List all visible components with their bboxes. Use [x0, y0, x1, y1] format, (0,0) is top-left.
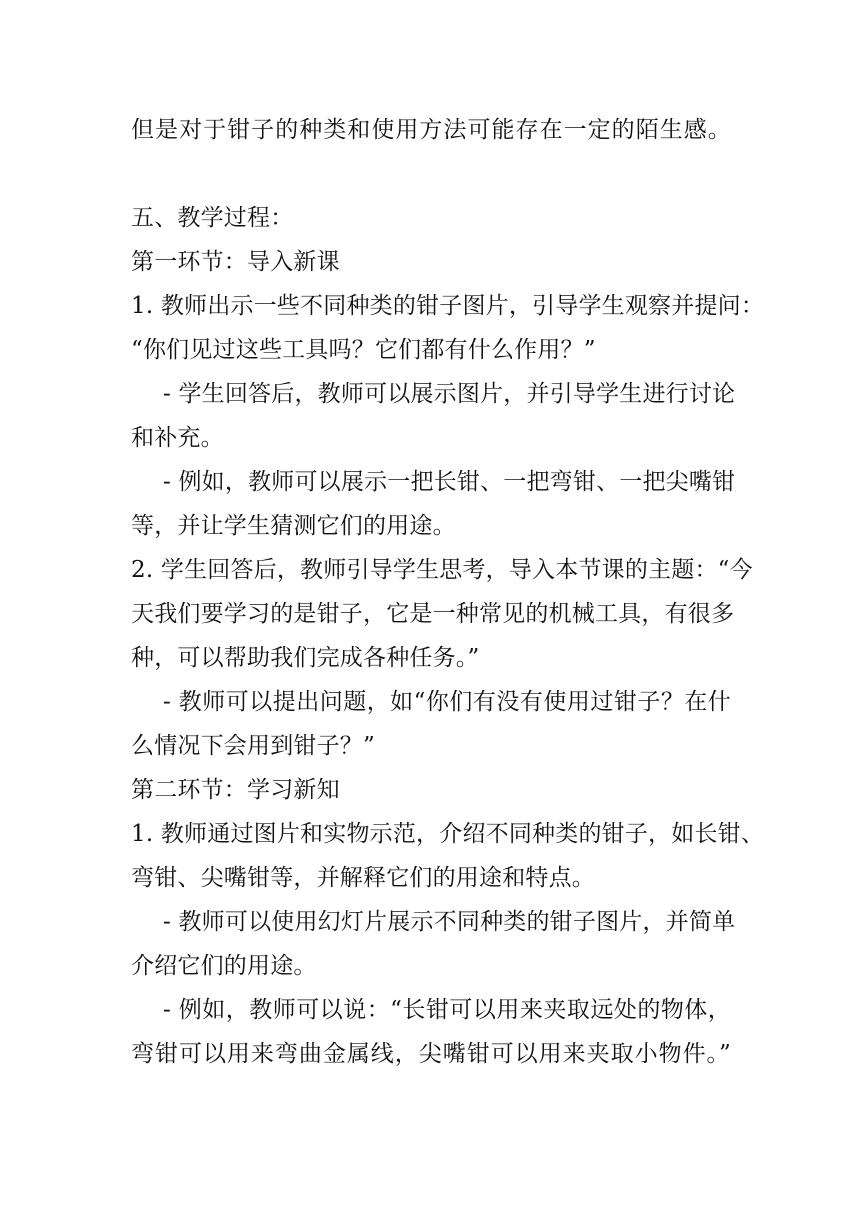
text-line: 1. 教师出示一些不同种类的钳子图片，引导学生观察并提问：: [131, 293, 765, 319]
text-line: 但是对于钳子的种类和使用方法可能存在一定的陌生感。: [131, 117, 731, 143]
text-line: - 例如，教师可以说：“长钳可以用来夹取远处的物体，: [163, 997, 731, 1023]
text-line: 介绍它们的用途。: [131, 953, 317, 979]
text-line: - 教师可以提出问题，如“你们有没有使用过钳子？在什: [163, 689, 731, 715]
text-line: - 学生回答后，教师可以展示图片，并引导学生进行讨论: [163, 381, 736, 407]
text-line: 天我们要学习的是钳子，它是一种常见的机械工具，有很多: [131, 601, 735, 627]
text-line: - 教师可以使用幻灯片展示不同种类的钳子图片，并简单: [163, 909, 736, 935]
document-body: [131, 108, 765, 1076]
text-line: 2. 学生回答后，教师引导学生思考，导入本节课的主题：“今: [131, 557, 753, 583]
subsection-heading: 第一环节：导入新课: [131, 249, 340, 275]
text-line: “你们见过这些工具吗？它们都有什么作用？”: [131, 337, 596, 363]
text-line: 和补充。: [131, 425, 224, 451]
text-line: 么情况下会用到钳子？”: [131, 733, 375, 759]
text-line: 弯钳可以用来弯曲金属线，尖嘴钳可以用来夹取小物件。”: [131, 1041, 731, 1067]
blank-line: [131, 152, 731, 196]
subsection-heading: 第二环节：学习新知: [131, 777, 340, 803]
text-line: - 例如，教师可以展示一把长钳、一把弯钳、一把尖嘴钳: [163, 469, 736, 495]
text-line: 种，可以帮助我们完成各种任务。”: [131, 645, 480, 671]
text-line: 等，并让学生猜测它们的用途。: [131, 513, 456, 539]
section-heading: 五、教学过程：: [131, 205, 294, 231]
text-line: 1. 教师通过图片和实物示范，介绍不同种类的钳子，如长钳、: [131, 821, 765, 847]
text-line: 弯钳、尖嘴钳等，并解释它们的用途和特点。: [131, 865, 595, 891]
